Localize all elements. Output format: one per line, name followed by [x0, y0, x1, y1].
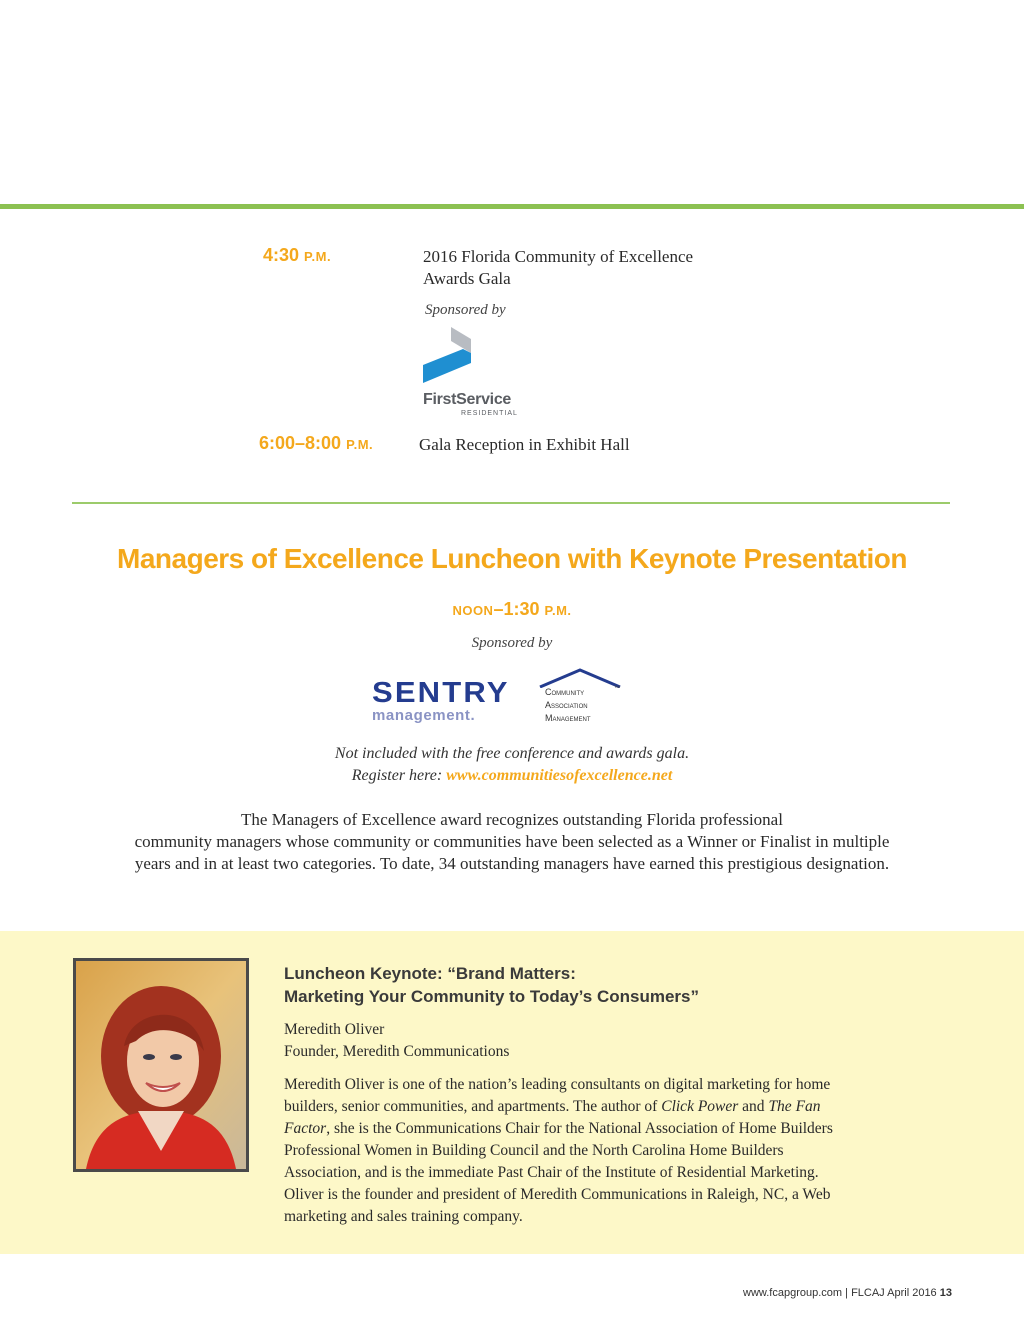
sponsored-by-label-2: Sponsored by [471, 635, 553, 651]
sentry-sub: management. [372, 707, 476, 724]
schedule-time-2: 6:00–8:00 P.M. [259, 433, 374, 453]
footer-site[interactable]: www.fcapgroup.com [743, 1287, 843, 1299]
award-description: The Managers of Excellence award recognizes outstanding Florida professional community managers whose community or communities have been selected as a Winner or Finalist in multiple years and in at least two categories. To date, 34 outstanding managers have earned this prestigious designation. [134, 810, 890, 873]
schedule-event-1: 2016 Florida Community of Excellence Awards Gala [423, 247, 694, 288]
speaker-name: Meredith Oliver [284, 1021, 385, 1038]
firstservice-sub: RESIDENTIAL [461, 410, 518, 417]
speaker-bio [284, 1074, 904, 1228]
registration-link[interactable]: www.communitiesofexcellence.net [446, 767, 673, 784]
sponsored-by-label-1: Sponsored by [425, 302, 506, 318]
speaker-photo [73, 958, 249, 1172]
schedule-event-2: Gala Reception in Exhibit Hall [419, 435, 630, 454]
registration-note: Not included with the free conference and awards gala. Register here: www.communitiesofexcellence.net [334, 745, 690, 784]
trademark-mark: TM [614, 684, 620, 689]
bio-line: Factor, she is the Communications Chair for the National Association of Home Builders [284, 1120, 833, 1137]
footer-publication: FLCAJ [851, 1287, 885, 1299]
cam-text: Community Association Management [545, 687, 591, 723]
firstservice-name: FirstService [423, 391, 512, 408]
luncheon-time: NOON–1:30 P.M. [452, 599, 572, 619]
luncheon-title: Managers of Excellence Luncheon with Keynote Presentation [117, 543, 907, 574]
footer-date: April 2016 [887, 1287, 937, 1299]
speaker-role: Founder, Meredith Communications [284, 1043, 510, 1060]
bio-line: Meredith Oliver is one of the nation’s leading consultants on digital marketing for home [284, 1076, 831, 1093]
keynote-title: Luncheon Keynote: “Brand Matters: Marketing Your Community to Today’s Consumers” [284, 964, 699, 1006]
page-number: 13 [939, 1287, 952, 1299]
bio-line: Oliver is the founder and president of Meredith Communications in Raleigh, NC, a Web [284, 1186, 831, 1203]
bio-line: Professional Women in Building Council and the North Carolina Home Builders [284, 1142, 784, 1159]
house-roof-icon [538, 668, 622, 688]
schedule-time-1: 4:30 P.M. [263, 245, 332, 265]
sentry-wordmark: SENTRY [372, 677, 510, 709]
page-footer [743, 1287, 952, 1299]
top-rule [0, 204, 1024, 209]
bio-line: builders, senior communities, and apartments. The author of Click Power and The Fan [284, 1098, 821, 1115]
sentry-management-logo [372, 677, 532, 725]
bio-line: marketing and sales training company. [284, 1208, 523, 1225]
section-divider [72, 502, 950, 504]
speaker-portrait-image [76, 961, 246, 1169]
footer-separator: | [845, 1287, 848, 1299]
firstservice-logo [423, 327, 533, 423]
firstservice-mark-icon [423, 327, 483, 383]
bio-line: Association, and is the immediate Past Chair of the Institute of Residential Marketing. [284, 1164, 819, 1181]
cam-logo [538, 668, 628, 726]
speaker-info [284, 1019, 509, 1063]
